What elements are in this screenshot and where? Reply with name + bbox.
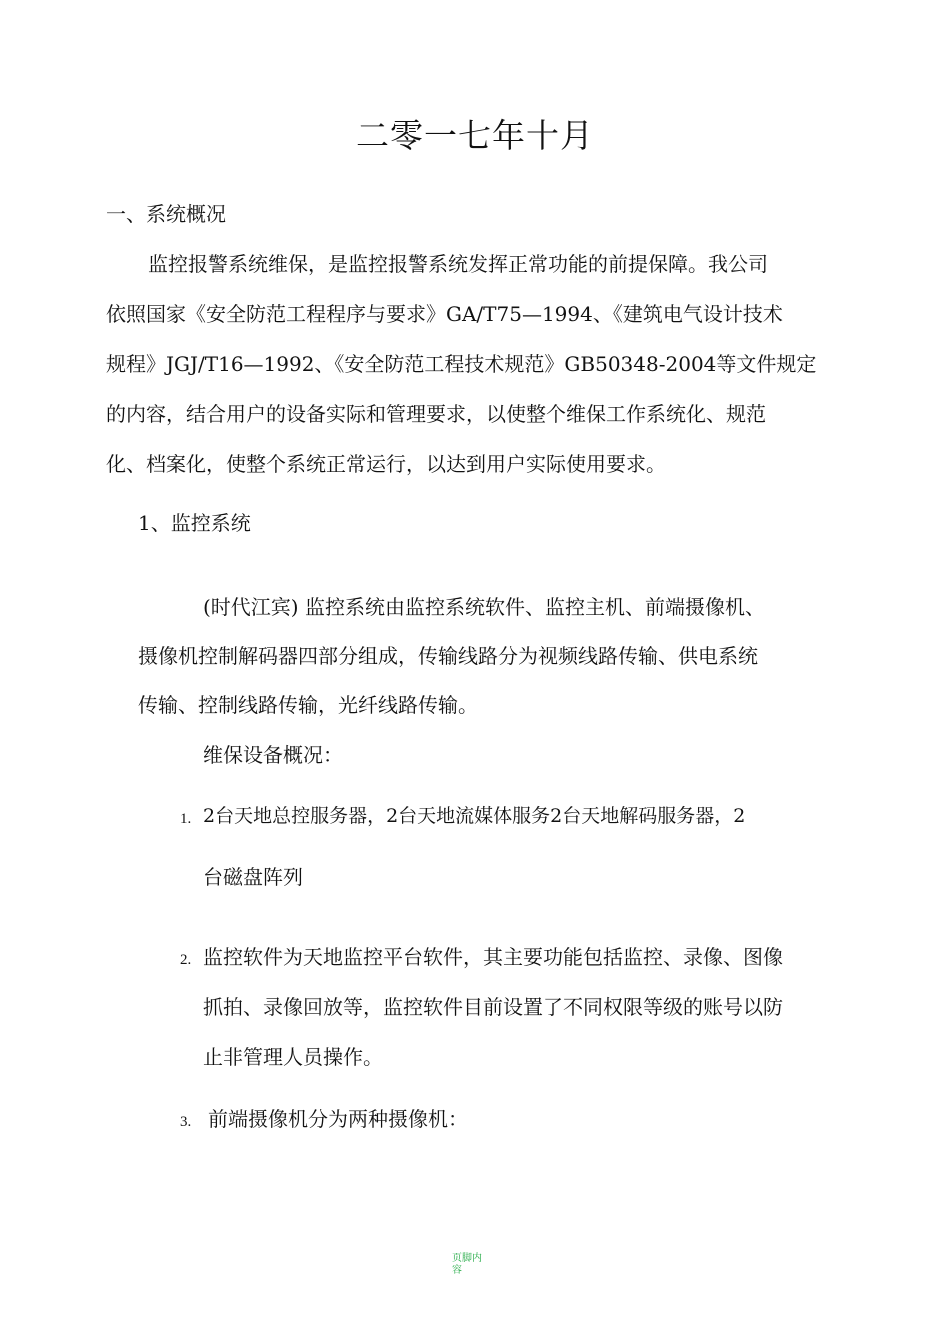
paragraph-line: 规程》JGJ/T16—1992、《安全防范工程技术规范》GB50348-2004等文件规定	[106, 352, 817, 376]
footer-line: 页脚内	[452, 1253, 482, 1264]
paragraph-line: 化、档案化，使整个系统正常运行，以达到用户实际使用要求。	[106, 452, 666, 476]
footer-line: 容	[452, 1265, 462, 1276]
paragraph-line: 传输、控制线路传输，光纤线路传输。	[138, 693, 478, 717]
subsection-heading: 1、监控系统	[138, 511, 251, 535]
list-item-line: 监控软件为天地监控平台软件，其主要功能包括监控、录像、图像	[203, 945, 783, 969]
list-item-line: 抓拍、录像回放等，监控软件目前设置了不同权限等级的账号以防	[203, 995, 783, 1019]
maintenance-label: 维保设备概况：	[203, 743, 343, 767]
list-number: 3.	[180, 1114, 192, 1130]
paragraph-line: 摄像机控制解码器四部分组成，传输线路分为视频线路传输、供电系统	[138, 644, 758, 668]
paragraph-line: 的内容，结合用户的设备实际和管理要求，以使整个维保工作系统化、规范	[106, 402, 766, 426]
paragraph-line: (时代江宾) 监控系统由监控系统软件、监控主机、前端摄像机、	[203, 595, 765, 619]
paragraph-line: 依照国家《安全防范工程程序与要求》GA/T75—1994、《建筑电气设计技术	[106, 302, 783, 326]
list-number: 1.	[180, 811, 192, 827]
section-heading: 一、系统概况	[106, 202, 226, 226]
page-footer	[452, 1253, 492, 1277]
list-number: 2.	[180, 952, 192, 968]
list-item-line: 台磁盘阵列	[203, 865, 303, 889]
document-title: 二零一七年十月	[356, 116, 594, 155]
list-item-line: 止非管理人员操作。	[203, 1045, 383, 1069]
paragraph-line: 监控报警系统维保，是监控报警系统发挥正常功能的前提保障。我公司	[148, 252, 768, 276]
list-item-line: 2台天地总控服务器，2台天地流媒体服务2台天地解码服务器，2	[203, 805, 746, 827]
list-item-line: 前端摄像机分为两种摄像机：	[208, 1107, 468, 1131]
